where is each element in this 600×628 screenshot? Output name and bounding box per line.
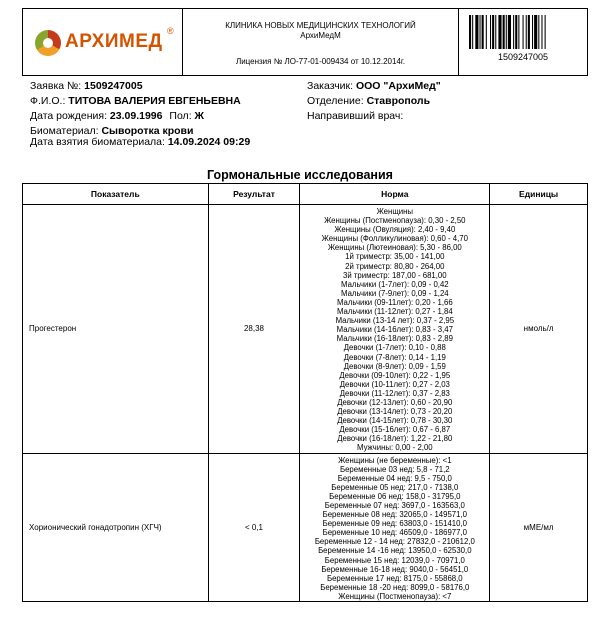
reference-range-line: Девочки (11-12лет): 0,37 - 2,83	[339, 388, 450, 398]
barcode-number: 1509247005	[497, 52, 549, 62]
barcode-cell	[459, 9, 587, 75]
reference-range-line: Женщины (Фолликулиновая): 0,60 - 4,70	[321, 234, 468, 244]
reference-range-line: Беременные 14 -16 нед: 13950,0 - 62530,0	[318, 546, 472, 556]
clinic-logo	[35, 26, 180, 56]
patient-name-label: Ф.И.О.:	[30, 95, 66, 107]
result-value: 28,38	[208, 205, 300, 454]
order-label: Заявка №:	[30, 80, 82, 92]
order-number: 1509247005	[84, 80, 143, 92]
reference-range-line: Беременные 12 - 14 нед: 27832,0 - 210612,0	[314, 537, 475, 547]
units-value: мМЕ/мл	[490, 453, 588, 602]
reference-range-line: Женщины (Постменопауза): 0,30 - 2,50	[324, 216, 466, 226]
result-value: < 0,1	[208, 453, 300, 602]
column-header-units: Единицы	[490, 184, 588, 205]
reference-range-line: Мальчики (16-18лет): 0,83 - 2,89	[336, 334, 453, 344]
reference-range-line: Мужчины: 0,00 - 2,00	[356, 443, 433, 453]
reference-range-line: Мальчики (1-7лет): 0,09 - 0,42	[340, 279, 449, 289]
logo-text: АРХИМЕД	[65, 31, 163, 52]
referring-doctor-line	[307, 110, 403, 122]
clinic-short-name: АрхиМедМ	[300, 31, 341, 40]
sample-date-line	[30, 136, 250, 148]
dob-line	[30, 110, 204, 122]
referring-doctor-label: Направивший врач:	[307, 110, 404, 122]
customer-value: ООО "АрхиМед"	[355, 80, 441, 92]
order-line	[30, 80, 143, 92]
department-label: Отделение:	[307, 95, 364, 107]
reference-range-line: Девочки (14-15лет): 0,78 - 30,30	[337, 416, 453, 426]
reference-range-line: Беременные 18 -20 нед: 8099,0 - 58176,0	[320, 582, 470, 592]
customer-label: Заказчик:	[307, 80, 354, 92]
reference-range-line: Беременные 03 нед: 5,8 - 71,2	[339, 464, 450, 474]
reference-range-line: Беременные 09 нед: 63803,0 - 151410,0	[322, 519, 467, 529]
reference-range-line: Женщины	[376, 207, 414, 216]
reference-range-line: Беременные 15 нед: 12039,0 - 70971,0	[324, 555, 465, 565]
reference-range-line: Беременные 05 нед: 217,0 - 7138,0	[331, 482, 459, 492]
reference-range-line: Девочки (7-8лет): 0,14 - 1,19	[343, 352, 446, 362]
department-line	[307, 95, 430, 107]
sex-label: Пол:	[169, 110, 192, 122]
reference-range-line: Беременные 04 нед: 9,5 - 750,0	[337, 473, 452, 483]
reference-range-line: Девочки (16-18лет): 1,22 - 21,80	[337, 434, 453, 444]
reference-range-line: Мальчики (13-14 лет): 0,37 - 2,95	[335, 316, 455, 326]
column-header-result: Результат	[208, 184, 300, 205]
reference-range-line: Девочки (10-11лет): 0,27 - 2,03	[339, 379, 450, 389]
reference-range-line: Беременные 06 нед: 158,0 - 31795,0	[329, 491, 461, 501]
table-header-row	[23, 184, 588, 205]
registered-mark: ®	[167, 26, 174, 36]
reference-range-line: Женщины (Лютеиновая): 5,30 - 86,00	[327, 243, 462, 253]
table-row	[23, 205, 588, 454]
logo-cell	[23, 9, 183, 75]
logo-circle-icon	[35, 30, 61, 56]
reference-range-line: 2й триместр: 80,80 - 264,00	[345, 261, 445, 271]
reference-range-line: 3й триместр: 187,00 - 681,00	[343, 270, 447, 280]
reference-range-line: Девочки (8-9лет): 0,09 - 1,59	[343, 361, 446, 371]
reference-range-line: Девочки (09-10лет): 0,22 - 1,95	[339, 370, 451, 380]
dob-label: Дата рождения:	[30, 110, 107, 122]
barcode-icon	[469, 15, 573, 49]
results-table	[22, 183, 588, 602]
department-value: Ставрополь	[366, 95, 431, 107]
reference-range	[300, 453, 490, 602]
license-text: Лицензия № ЛО-77-01-009434 от 10.12.2014г.	[235, 57, 406, 66]
customer-line	[307, 80, 441, 92]
clinic-name: КЛИНИКА НОВЫХ МЕДИЦИНСКИХ ТЕХНОЛОГИЙ	[225, 21, 416, 30]
reference-range-line: Девочки (1-7лет): 0,10 - 0,88	[343, 343, 446, 353]
reference-range-line: Девочки (15-16лет): 0,67 - 6,87	[339, 425, 451, 435]
parameter-name: Хорионический гонадотропин (ХГЧ)	[23, 453, 209, 602]
reference-range	[300, 205, 490, 454]
reference-range-line: Девочки (12-13лет): 0,60 - 20,90	[337, 397, 453, 407]
reference-range-line: Беременные 08 нед: 32065,0 - 149571,0	[322, 510, 467, 520]
reference-range-line: 1й триместр: 35,00 - 141,00	[345, 252, 445, 262]
sample-date-value: 14.09.2024 09:29	[167, 136, 251, 148]
reference-range-line: Мальчики (11-12лет): 0,27 - 1,84	[336, 307, 453, 317]
column-header-parameter: Показатель	[23, 184, 209, 205]
clinic-info	[183, 9, 459, 75]
reference-range-line: Мальчики (7-9лет): 0,09 - 1,24	[340, 288, 449, 298]
reference-range-line: Беременные 10 нед: 46509,0 - 186977,0	[322, 528, 467, 538]
column-header-norm: Норма	[300, 184, 490, 205]
reference-range-line: Беременные 07 нед: 3697,0 - 163563,0	[324, 501, 465, 510]
material-label: Биоматериал:	[30, 125, 99, 137]
patient-name-line	[30, 95, 241, 107]
reference-range-line: Женщины (не беременные): <1	[338, 455, 452, 465]
reference-range-line: Беременные 16-18 нед: 9040,0 - 56451,0	[321, 564, 469, 574]
sex-value: Ж	[194, 110, 205, 122]
reference-range-line: Мальчики (09-11лет): 0,20 - 1,66	[336, 297, 453, 307]
reference-range-line: Женщины (Постменопауза): <7	[338, 591, 452, 601]
patient-name: ТИТОВА ВАЛЕРИЯ ЕВГЕНЬЕВНА	[68, 95, 241, 107]
reference-range-line: Девочки (13-14лет): 0,73 - 20,20	[337, 407, 453, 417]
section-title: Гормональные исследования	[207, 168, 393, 182]
reference-range-line: Женщины (Овуляция): 2,40 - 9,40	[334, 225, 456, 235]
dob-value: 23.09.1996	[109, 110, 163, 122]
material-value: Сыворотка крови	[101, 125, 194, 137]
reference-range-line: Беременные 17 нед: 8175,0 - 55868,0	[326, 573, 463, 583]
table-row	[23, 453, 588, 602]
reference-range-line: Мальчики (14-16лет): 0,83 - 3,47	[336, 325, 453, 335]
report-header	[22, 8, 588, 76]
parameter-name: Прогестерон	[23, 205, 209, 454]
sample-date-label: Дата взятия биоматериала:	[30, 136, 165, 148]
units-value: нмоль/л	[490, 205, 588, 454]
